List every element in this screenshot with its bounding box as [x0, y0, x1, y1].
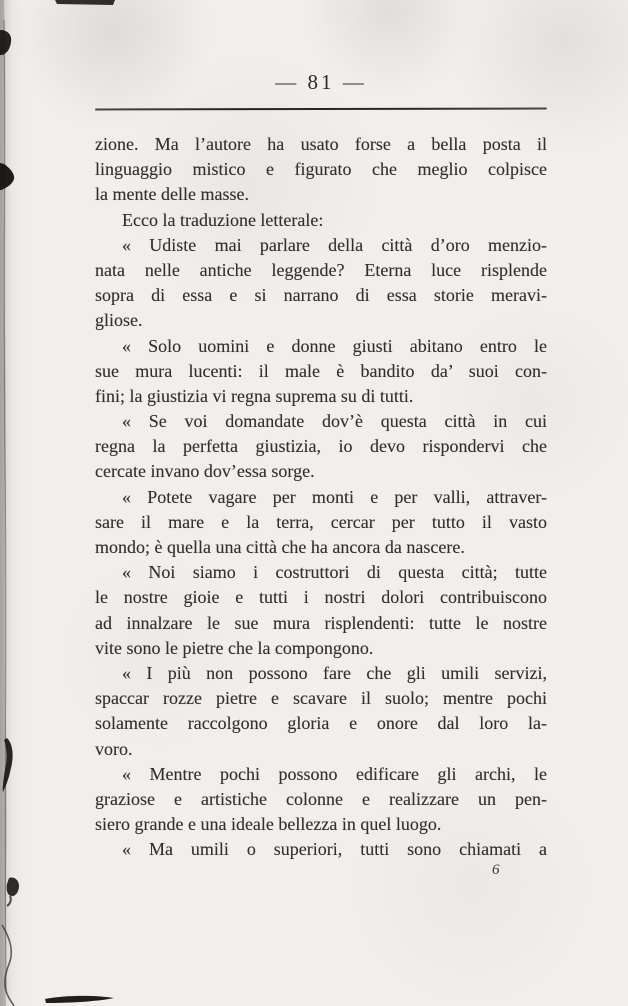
ink-mark-hook-top	[0, 30, 11, 55]
text-line: mondo; è quella una città che ha ancora da nascere.	[95, 537, 465, 557]
text-line: nata nelle antiche leggende? Eterna luce risplende	[95, 259, 547, 280]
text-line: Ecco la traduzione letterale:	[122, 209, 324, 230]
text-line: sopra di essa e si narrano di essa storie meravi-	[95, 285, 547, 306]
binding-edge-scratch	[4, 20, 6, 990]
scratch-bottom-left	[2, 925, 14, 1006]
text-line: « Mentre pochi possono edificare gli archi, le	[122, 763, 547, 784]
text-line: cercate invano dov’essa sorge.	[95, 461, 315, 482]
text-line: « Se voi domandate dov’è questa città in cui	[122, 411, 547, 432]
ink-blot-bottom-tail	[7, 896, 11, 906]
text-line: voro.	[95, 738, 133, 759]
text-line: « Ma umili o superiori, tutti sono chiamati a	[122, 839, 547, 860]
text-line: ad innalzare le sue mura risplendenti: tutte le nostre	[95, 612, 547, 633]
text-line: graziose e artistiche colonne e realizzare un pen-	[95, 788, 547, 809]
binding-edge-shadow	[0, 0, 7, 1006]
text-line: « I più non possono fare che gli umili servizi,	[122, 662, 547, 683]
text-line: vite sono le pietre che la compongono.	[95, 637, 374, 658]
text-line: le nostre gioie e tutti i nostri dolori contribuiscono	[95, 587, 547, 608]
ink-mark-arrow	[0, 163, 14, 190]
text-line: sue mura lucenti: il male è bandito da’ suoi con-	[95, 360, 547, 381]
text-line: « Potete vagare per monti e per valli, attraver-	[122, 486, 547, 507]
text-line: regna la perfetta giustizia, io devo rispondervi che	[95, 436, 547, 457]
scan-edge-mark-bottom	[45, 996, 114, 1003]
page-body-text	[95, 132, 547, 862]
text-line: siero grande e una ideale bellezza in quel luogo.	[95, 814, 442, 835]
text-line: gliose.	[95, 310, 143, 331]
text-line: zione. Ma l’autore ha usato forse a bella posta il	[95, 134, 547, 154]
ink-mark-hook-lower	[3, 738, 13, 792]
text-line: « Noi siamo i costruttori di questa città; tutte	[122, 562, 547, 583]
text-line: linguaggio mistico e figurato che meglio colpisce	[95, 159, 547, 180]
page-number-header: — 81 —	[275, 70, 367, 94]
ink-blot-bottom	[7, 877, 19, 896]
scan-edge-mark-top	[55, 0, 115, 5]
text-line: sare il mare e la terra, cercar per tutto il vasto	[95, 511, 547, 532]
header-rule	[95, 108, 547, 111]
text-line: spaccar rozze pietre e scavare il suolo; mentre pochi	[95, 688, 547, 709]
signature-number: 6	[492, 862, 500, 878]
text-line: la mente delle masse.	[95, 184, 249, 205]
text-line: « Udiste mai parlare della città d’oro menzio-	[122, 234, 547, 255]
text-line: solamente raccolgono gloria e onore dal loro la-	[95, 713, 547, 734]
text-line: « Solo uomini e donne giusti abitano entro le	[122, 335, 547, 356]
text-line: fini; la giustizia vi regna suprema su di tutti.	[95, 385, 414, 406]
